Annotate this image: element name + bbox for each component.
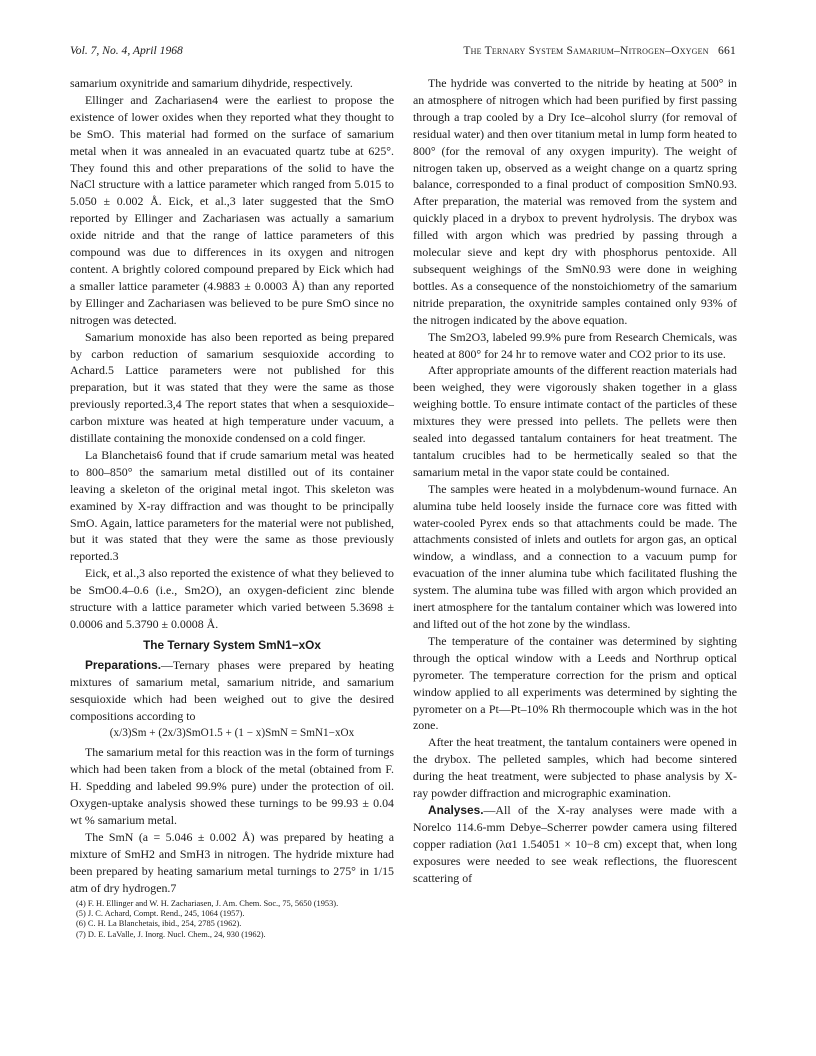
paragraph: The temperature of the container was determined by sighting through the optical window with a Leeds and Northrup optical pyrometer. The temperature correction for the prism and optical window applied to all experiments was determined by sighting the pyrometer on a Pt—Pt–10% Rh thermocouple which was in the hot zone. (413, 633, 737, 733)
journal-volume-info: Vol. 7, No. 4, April 1968 (70, 44, 183, 57)
right-column (413, 75, 737, 887)
footnote: (7) D. E. LaValle, J. Inorg. Nucl. Chem., 24, 930 (1962). (76, 929, 266, 939)
paragraph-text: —Ternary phases were prepared by heating mixtures of samarium metal, samarium nitride, and samarium sesquioxide which had been weighed out to give the desired compositions according to (70, 657, 394, 723)
paragraph: The samarium metal for this reaction was in the form of turnings which had been taken from a block of the metal (obtained from F. H. Spedding and labeled 99.9% pure) under the protection of oil. Oxygen-uptake analysis showed these turnings to be 99.93 ± 0.04 wt % samarium metal. (70, 745, 394, 827)
paragraph: samarium oxynitride and samarium dihydride, respectively. (70, 76, 353, 90)
running-title: The Ternary System Samarium–Nitrogen–Oxygen (463, 44, 709, 57)
footnote: (6) C. H. La Blanchetais, ibid., 254, 2785 (1962). (76, 919, 242, 929)
footnote: (4) F. H. Ellinger and W. H. Zachariasen, J. Am. Chem. Soc., 75, 5650 (1953). (76, 898, 339, 908)
paragraph: After the heat treatment, the tantalum containers were opened in the drybox. The pelleted samples, which had become sintered during the heat treatment, were subjected to phase analysis by X-ray powder diffraction and micrographic examination. (413, 735, 737, 801)
paragraph-text: —All of the X-ray analyses were made with a Norelco 114.6-mm Debye–Scherrer powder camera using filtered copper radiation (λα1 1.54051 × 10−8 cm) except that, when long exposures were needed to see weak reflections, the fluorescent scattering of (413, 802, 737, 885)
paragraph: Ellinger and Zachariasen4 were the earliest to propose the existence of lower oxides when they reported what they thought to be SmO. This material had formed on the surface of samarium metal when it was annealed in an evacuated quartz tube at 625°. They found this and other preparations of the solid to have the NaCl structure with a lattice parameter which ranged from 5.015 to 5.050 ± 0.002 Å. Eick, et al.,3 later suggested that the SmO reported by Ellinger and Zachariasen was actually a samarium oxide nitride and that the range of lattice parameters of this compound was due to differences in its oxygen and nitrogen content. A brightly colored compound prepared by Eick which had a smaller lattice parameter (4.9883 ± 0.0003 Å) than any reported by Ellinger and Zachariasen was believed to be pure SmO since no nitrogen was detected. (70, 92, 394, 327)
paragraph: After appropriate amounts of the different reaction materials had been weighed, they were vigorously shaken together in a glass weighing bottle. To ensure intimate contact of the particles of these mixtures they were pressed into pellets. The pellets were then sealed into degassed tantalum containers for heat treatment. The tantalum crucibles had to be hermetically sealed so that the samarium metal in the vapor state could be contained. (413, 363, 737, 479)
paragraph: The samples were heated in a molybdenum-wound furnace. An alumina tube held loosely inside the furnace core was fitted with water-cooled Pyrex ends so that attachments could be made. The attachments consisted of inlets and outlets for argon gas, an optical window, a windlass, and a connection to a vacuum pump for evacuation of the inner alumina tube which facilitated flushing the system. The alumina tube was filled with argon which provided an inert atmosphere for the tantalum container which was lowered into and lifted out of the hot zone by the windlass. (413, 481, 737, 631)
footnotes (70, 899, 394, 941)
paragraph: Eick, et al.,3 also reported the existence of what they believed to be SmO0.4–0.6 (i.e., Sm2O), an oxygen-deficient zinc blende structure with a lattice parameter which varied between 5.3698 ± 0.0006 and 5.3790 ± 0.0008 Å. (70, 566, 394, 631)
paragraph: Samarium monoxide has also been reported as being prepared by carbon reduction of samarium sesquioxide according to Achard.5 Lattice parameters were not published for this preparation, but it was stated that they were the same as those previously reported.3,4 The report states that when a sesquioxide–carbon mixture was heated at high temperature under vacuum, a distillate containing the monoxide condensed on a cold finger. (70, 329, 394, 446)
footnote: (5) J. C. Achard, Compt. Rend., 245, 1064 (1957). (76, 908, 245, 918)
paragraph: The Sm2O3, labeled 99.9% pure from Research Chemicals, was heated at 800° for 24 hr to remove water and CO2 prior to its use. (413, 329, 737, 361)
page-number: 661 (718, 44, 736, 57)
running-header (70, 44, 736, 60)
left-column (70, 75, 394, 940)
paragraph (70, 657, 394, 725)
section-title: The Ternary System SmN1−xOx (143, 637, 321, 652)
paragraph (413, 802, 737, 887)
paragraph: The SmN (a = 5.046 ± 0.002 Å) was prepared by heating a mixture of SmH2 and SmH3 in nitrogen. The hydride mixture had been prepared by heating samarium metal turnings to 275° in 1/15 atm of dry hydrogen.7 (70, 829, 394, 895)
paragraph: The hydride was converted to the nitride by heating at 500° in an atmosphere of nitrogen which had been purified by first passing through a trap cooled by a Dry Ice–alcohol slurry (for removal of residual water) and then over titanium metal in lump form heated to 800° (for the removal of any oxygen impurity). The weight of nitrogen taken up, observed as a weight change on a quartz spring balance, corresponded to a final product of composition SmN0.93. After preparation, the material was removed from the system and quickly placed in a drybox to prevent hydrolysis. The drybox was filled with argon which was predried by passing through a molecular sieve and kept dry with phosphorus pentoxide. All subsequent weighings of the SmN0.93 were done in weighing bottles. As a consequence of the nonstoichiometry of the samarium nitride preparation, the oxynitride samples contained only 93% of the nitrogen indicated by the above equation. (413, 76, 737, 327)
paragraph: La Blanchetais6 found that if crude samarium metal was heated to 800–850° the samarium metal distilled out of its container leaving a skeleton of the original metal ingot. This skeleton was examined by X-ray diffraction and was thought to be principally SmO. Again, lattice parameters for the material were not published, but it was stated that they were the same as those previously reported.3 (70, 447, 394, 564)
subsection-heading: Analyses. (428, 802, 484, 817)
subsection-heading: Preparations. (85, 657, 161, 672)
equation: (x/3)Sm + (2x/3)SmO1.5 + (1 − x)SmN = SmN1−xOx (109, 727, 355, 740)
